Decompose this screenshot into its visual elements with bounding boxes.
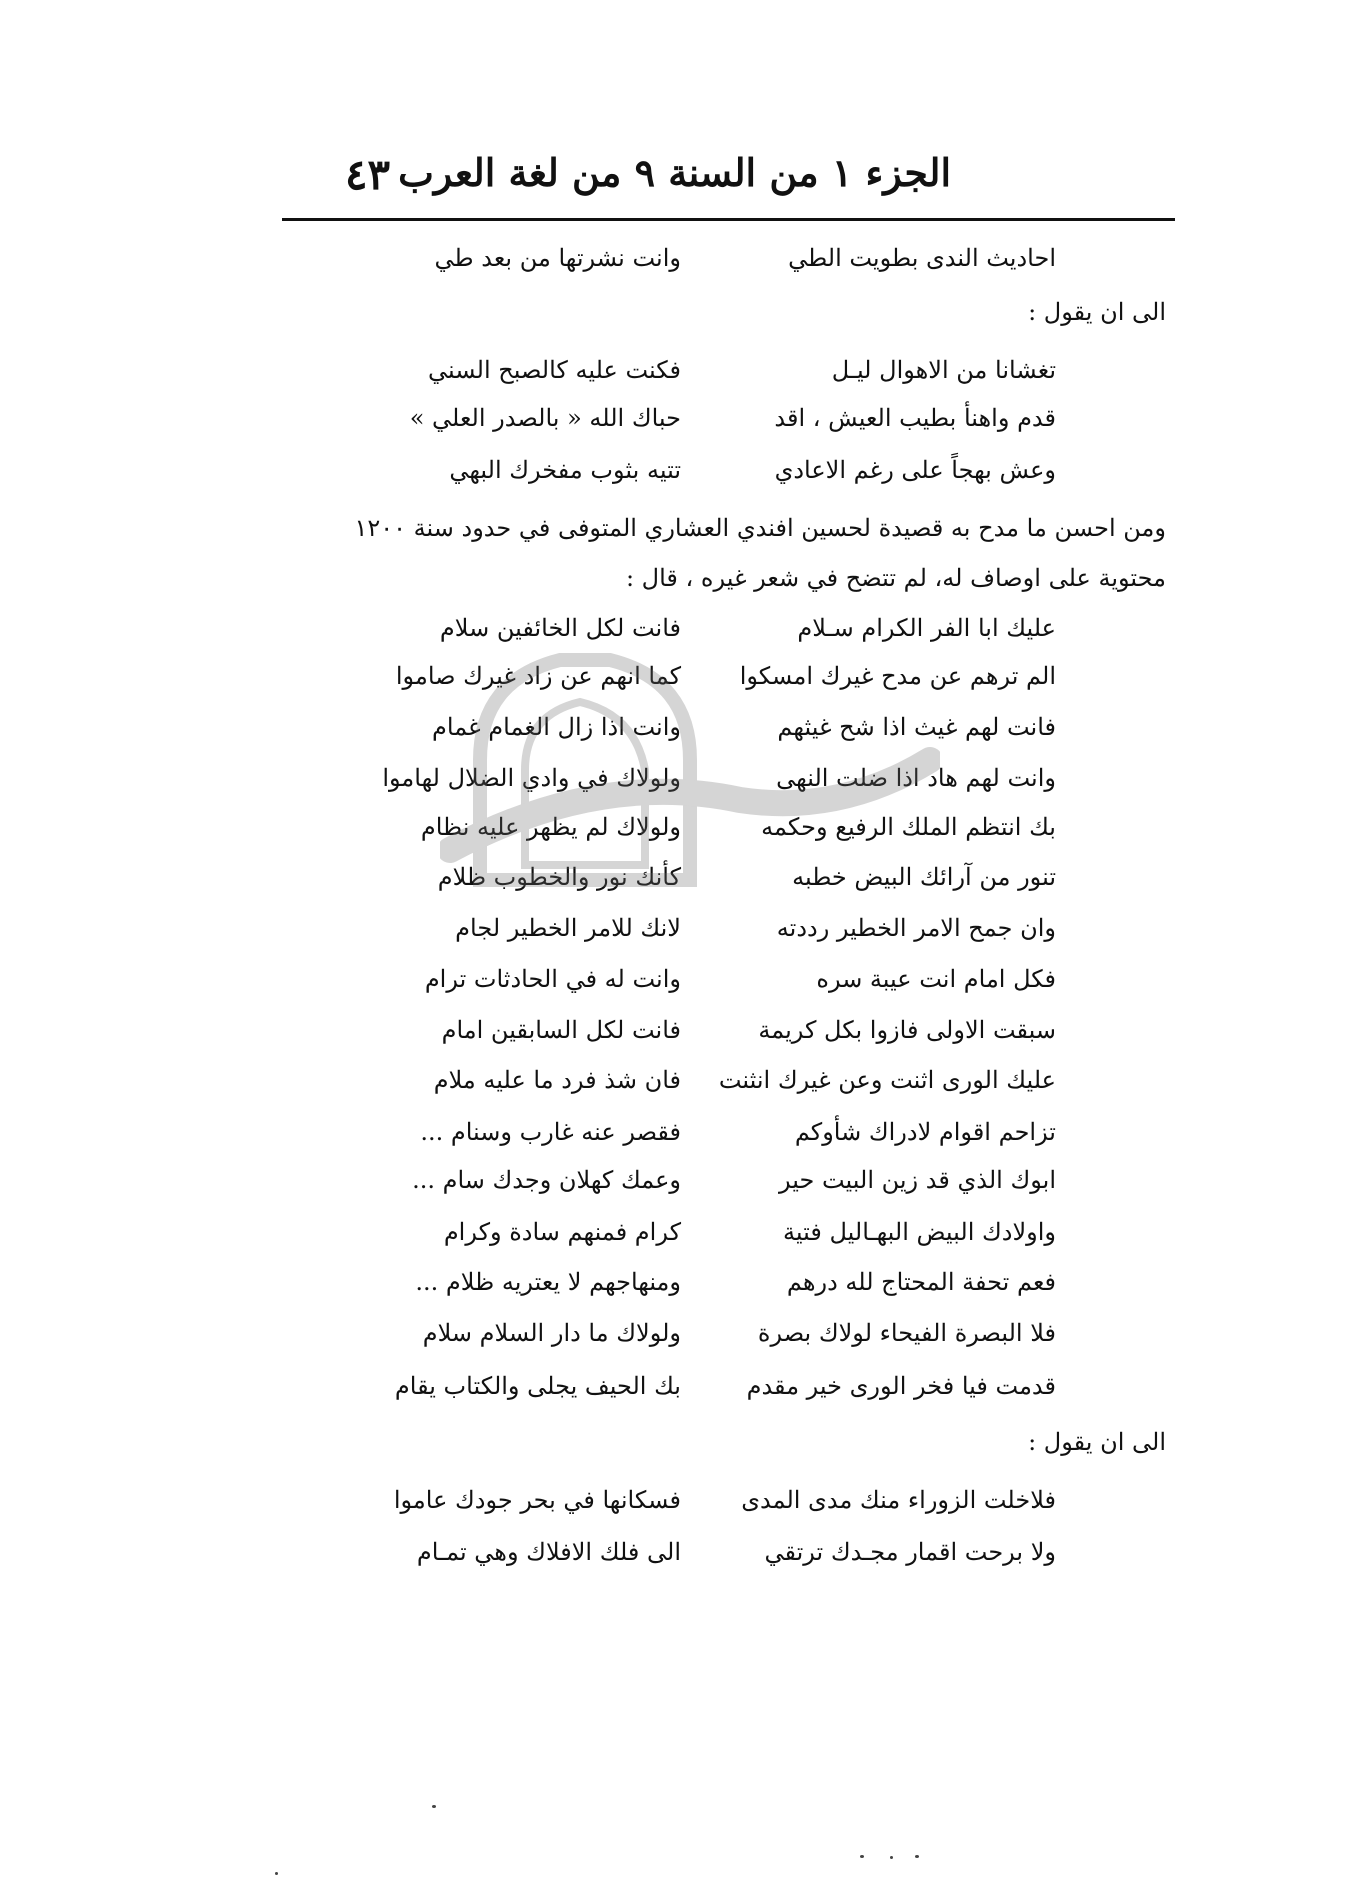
verse-second-hemistich: فان شذ فرد ما عليه ملام — [433, 1066, 681, 1094]
verse-first-hemistich: فلاخلت الزوراء منك مدى المدى — [741, 1486, 1056, 1514]
library-stamp-watermark — [437, 640, 940, 900]
verse-second-hemistich: تتيه بثوب مفخرك البهي — [449, 456, 681, 484]
verse-first-hemistich: قدم واهنأ بطيب العيش ، اقد — [774, 404, 1056, 432]
stamp-dome — [480, 660, 690, 880]
verse-first-hemistich: بك انتظم الملك الرفيع وحكمه — [761, 813, 1056, 841]
verse-first-hemistich: عليك ابا الفر الكرام سـلام — [797, 614, 1056, 642]
prose-line: الى ان يقول : — [1028, 298, 1166, 326]
verse-second-hemistich: بك الحيف يجلى والكتاب يقام — [394, 1372, 681, 1400]
speck-mark — [432, 1805, 436, 1808]
verse-first-hemistich: واولادك البيض البهـاليل فتية — [783, 1218, 1056, 1246]
verse-second-hemistich: الى فلك الافلاك وهي تمـام — [416, 1538, 681, 1566]
verse-first-hemistich: فانت لهم غيث اذا شح غيثهم — [777, 713, 1056, 741]
verse-first-hemistich: ولا برحت اقمار مجـدك ترتقي — [764, 1538, 1056, 1566]
page-number: ٤٣ — [345, 150, 391, 199]
verse-second-hemistich: وانت نشرتها من بعد طي — [434, 244, 681, 272]
verse-first-hemistich: فعم تحفة المحتاج لله درهم — [786, 1268, 1056, 1296]
verse-first-hemistich: وانت لهم هاد اذا ضلت النهى — [776, 764, 1056, 792]
verse-first-hemistich: سبقت الاولى فازوا بكل كريمة — [758, 1016, 1056, 1044]
verse-first-hemistich: وان جمح الامر الخطير رددته — [776, 914, 1056, 942]
verse-second-hemistich: فكنت عليه كالصبح السني — [427, 356, 681, 384]
verse-second-hemistich: كأنك نور والخطوب ظلام — [437, 863, 681, 891]
verse-second-hemistich: وانت له في الحادثات ترام — [424, 965, 681, 993]
prose-line: محتوية على اوصاف له، لم تتضح في شعر غيره ، قال : — [625, 564, 1166, 592]
verse-first-hemistich: الم ترهم عن مدح غيرك امسكوا — [739, 662, 1056, 690]
verse-second-hemistich: لانك للامر الخطير لجام — [455, 914, 681, 942]
verse-first-hemistich: عليك الورى اثنت وعن غيرك انثنت — [718, 1066, 1056, 1094]
verse-first-hemistich: فكل امام انت عيبة سره — [816, 965, 1056, 993]
verse-second-hemistich: ولولاك في وادي الضلال لهاموا — [382, 764, 681, 792]
speck-mark — [915, 1855, 919, 1858]
verse-first-hemistich: وعش بهجاً على رغم الاعادي — [774, 456, 1056, 484]
prose-line: الى ان يقول : — [1028, 1428, 1166, 1456]
verse-second-hemistich: فقصر عنه غارب وسنام ... — [420, 1118, 681, 1146]
speck-mark — [860, 1855, 864, 1858]
verse-first-hemistich: تنور من آرائك البيض خطبه — [792, 863, 1056, 891]
verse-second-hemistich: ومنهاجهم لا يعتريه ظلام ... — [415, 1268, 681, 1296]
running-head: الجزء ١ من السنة ٩ من لغة العرب — [398, 150, 951, 195]
prose-line: ومن احسن ما مدح به قصيدة لحسين افندي العشاري المتوفى في حدود سنة ١٢٠٠ — [354, 514, 1166, 542]
verse-second-hemistich: وعمك كهلان وجدك سام ... — [412, 1166, 681, 1194]
verse-second-hemistich: حباك الله « بالصدر العلي » — [409, 404, 681, 432]
verse-second-hemistich: فسكانها في بحر جودك عاموا — [393, 1486, 681, 1514]
verse-second-hemistich: كرام فمنهم سادة وكرام — [443, 1218, 681, 1246]
verse-second-hemistich: فانت لكل الخائفين سلام — [439, 614, 681, 642]
verse-first-hemistich: فلا البصرة الفيحاء لولاك بصرة — [757, 1319, 1056, 1347]
verse-second-hemistich: ولولاك لم يظهر عليه نظام — [420, 813, 681, 841]
verse-first-hemistich: قدمت فيا فخر الورى خير مقدم — [746, 1372, 1056, 1400]
verse-first-hemistich: احاديث الندى بطويت الطي — [788, 244, 1056, 272]
speck-mark — [275, 1872, 278, 1875]
verse-second-hemistich: ولولاك ما دار السلام سلام — [422, 1319, 681, 1347]
verse-second-hemistich: فانت لكل السابقين امام — [441, 1016, 681, 1044]
header-rule — [282, 218, 1175, 221]
verse-first-hemistich: ابوك الذي قد زين البيت حير — [779, 1166, 1056, 1194]
verse-second-hemistich: وانت اذا زال الغمام غمام — [432, 713, 681, 741]
verse-first-hemistich: تزاحم اقوام لادراك شأوكم — [794, 1118, 1056, 1146]
speck-mark — [890, 1856, 893, 1859]
verse-first-hemistich: تغشانا من الاهوال ليـل — [831, 356, 1056, 384]
verse-second-hemistich: كما انهم عن زاد غيرك صاموا — [395, 662, 681, 690]
